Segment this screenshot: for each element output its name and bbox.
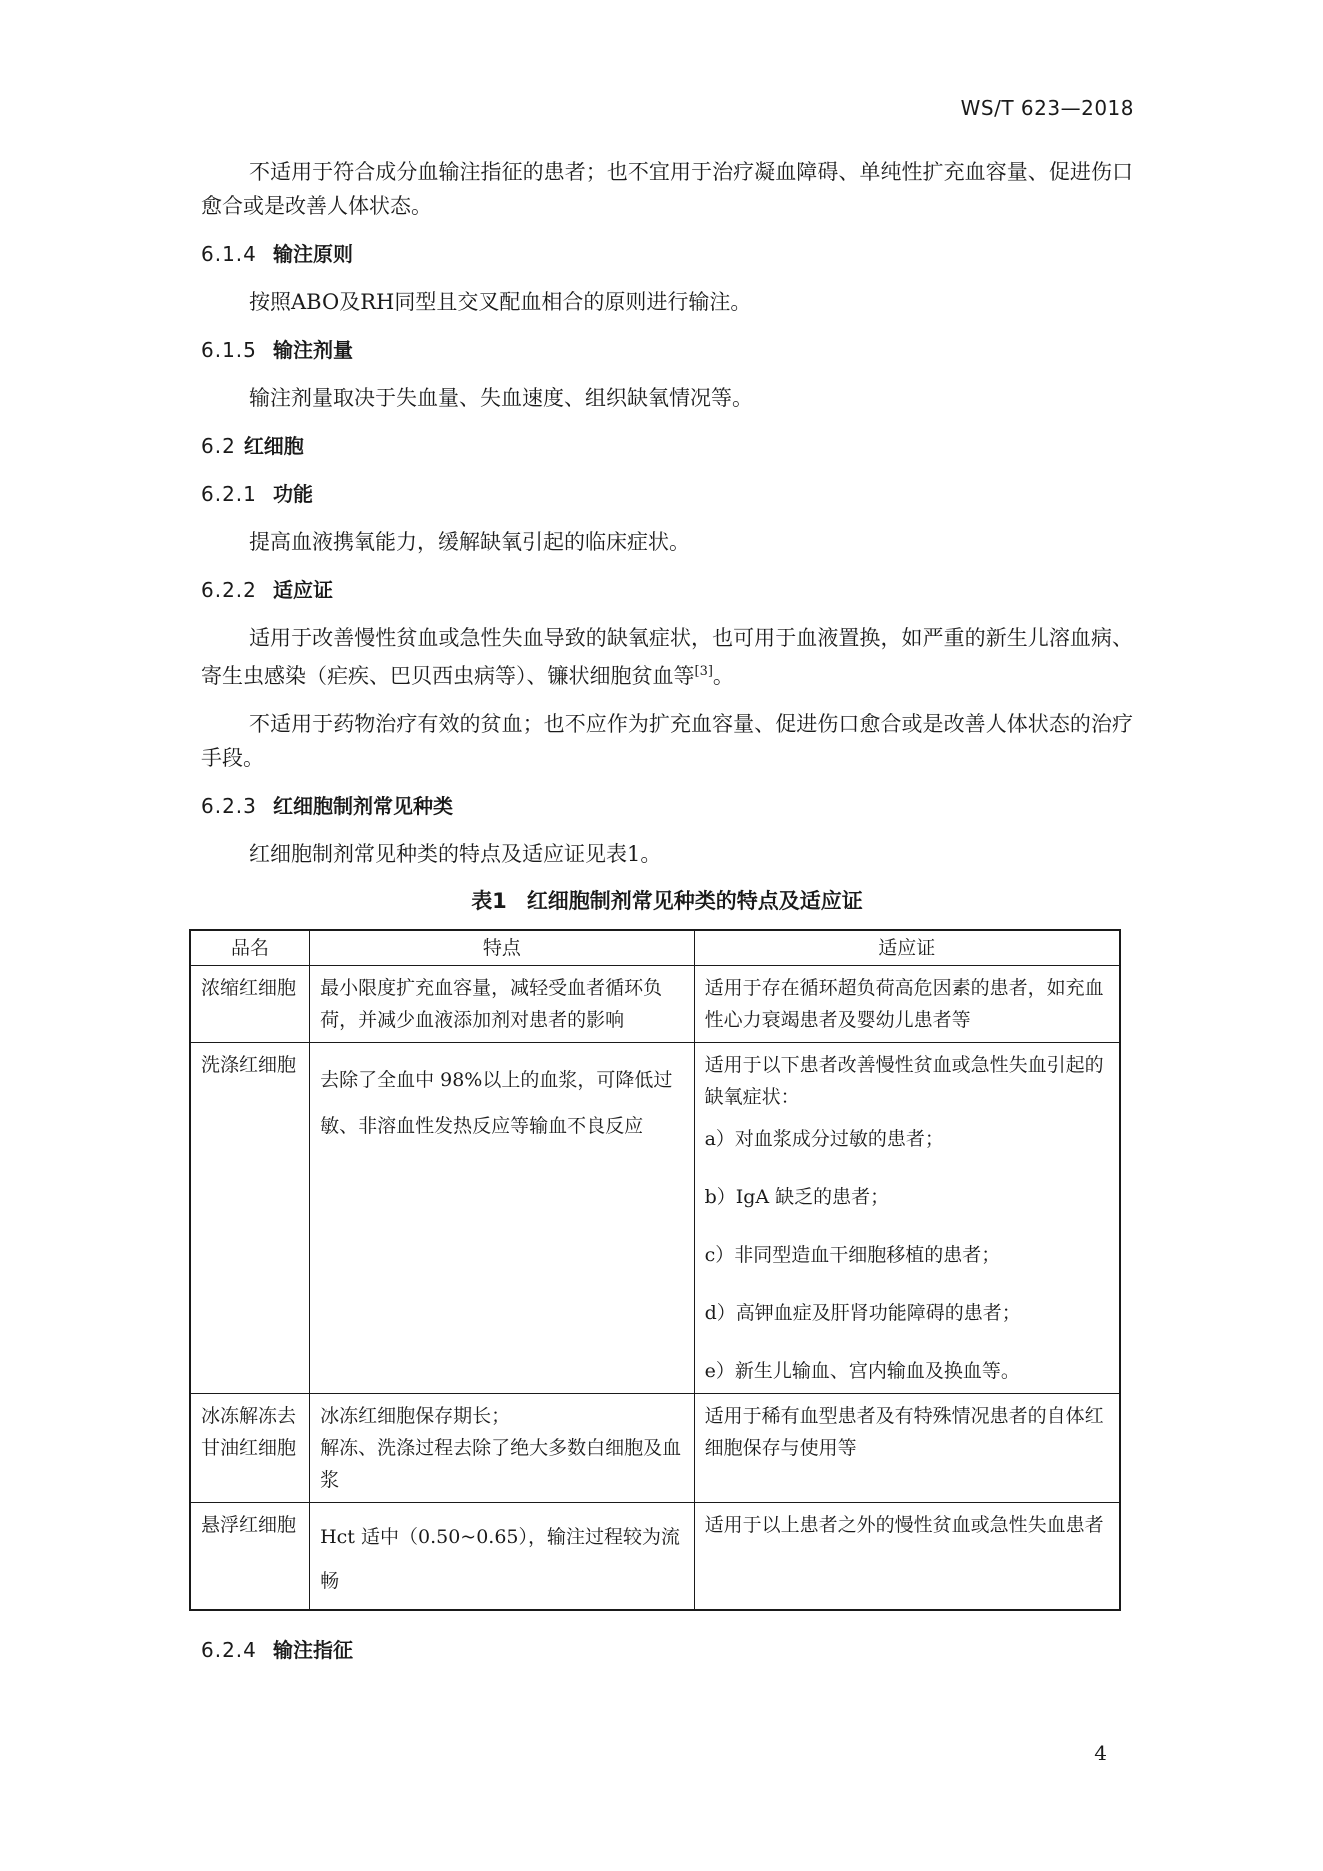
paragraph-6-2-2-indications — [201, 621, 1133, 693]
paragraph-text: 适用于改善慢性贫血或急性失血导致的缺氧症状，也可用于血液置换，如严重的新生儿溶血病、寄生虫感染（疟疾、巴贝西虫病等）、镰状细胞贫血等 — [201, 626, 1133, 688]
list-item: b）IgA 缺乏的患者； — [704, 1186, 890, 1208]
heading-number: 6.1.4 — [201, 242, 257, 266]
table-row — [190, 1043, 1120, 1394]
cell-name: 浓缩红细胞 — [190, 966, 310, 1043]
rbc-types-table — [189, 929, 1121, 1611]
cell-features — [310, 1503, 694, 1611]
table-row — [190, 966, 1120, 1043]
column-header-features: 特点 — [310, 930, 694, 966]
cell-features-text: 去除了全血中 98%以上的血浆，可降低过敏、非溶血性发热反应等输血不良反应 — [320, 1069, 673, 1137]
heading-6-1-4 — [201, 237, 1133, 271]
heading-6-2-3 — [201, 789, 1133, 823]
paragraph-6-2-2-contraindications: 不适用于药物治疗有效的贫血；也不应作为扩充血容量、促进伤口愈合或是改善人体状态的治疗手段。 — [201, 712, 1133, 770]
paragraph-not-applicable: 不适用于符合成分血输注指征的患者；也不宜用于治疗凝血障碍、单纯性扩充血容量、促进伤口愈合或是改善人体状态。 — [201, 160, 1133, 218]
heading-6-2-2 — [201, 573, 1133, 607]
standard-code-header: WS/T 623—2018 — [960, 96, 1134, 120]
cell-features — [310, 1043, 694, 1394]
list-item: a）对血浆成分过敏的患者； — [704, 1128, 944, 1150]
heading-number: 6.2.3 — [201, 794, 257, 818]
heading-6-1-5 — [201, 333, 1133, 367]
heading-number: 6.2.4 — [201, 1638, 257, 1662]
heading-title: 输注剂量 — [273, 338, 353, 362]
column-header-name: 品名 — [190, 930, 310, 966]
cell-indications: 适用于存在循环超负荷高危因素的患者，如充血性心力衰竭患者及婴幼儿患者等 — [694, 966, 1120, 1043]
heading-number: 6.2.1 — [201, 482, 257, 506]
paragraph-6-2-1: 提高血液携氧能力，缓解缺氧引起的临床症状。 — [249, 530, 690, 554]
heading-6-2-1 — [201, 477, 1133, 511]
paragraph-6-1-5: 输注剂量取决于失血量、失血速度、组织缺氧情况等。 — [249, 386, 753, 410]
cell-name: 洗涤红细胞 — [190, 1043, 310, 1394]
heading-6-2-4 — [201, 1633, 1133, 1667]
indication-list — [705, 1123, 1109, 1387]
table-header-row — [190, 930, 1120, 966]
table-row — [190, 1503, 1120, 1611]
cell-name: 冰冻解冻去甘油红细胞 — [190, 1394, 310, 1503]
table-caption-label: 表1 — [471, 889, 507, 913]
table-caption-title: 红细胞制剂常见种类的特点及适应证 — [526, 889, 863, 913]
feature-line: 解冻、洗涤过程去除了绝大多数白细胞及血浆 — [320, 1437, 682, 1491]
document-body — [201, 155, 1133, 1681]
cell-features: 最小限度扩充血容量，减轻受血者循环负荷，并减少血液添加剂对患者的影响 — [310, 966, 694, 1043]
paragraph-end: 。 — [712, 664, 734, 688]
heading-title: 输注原则 — [273, 242, 353, 266]
paragraph-6-1-4: 按照ABO及RH同型且交叉配血相合的原则进行输注。 — [249, 290, 752, 314]
heading-number: 6.1.5 — [201, 338, 257, 362]
heading-title: 输注指征 — [273, 1638, 353, 1662]
table-caption — [201, 885, 1133, 915]
heading-title: 功能 — [273, 482, 313, 506]
cell-features — [310, 1394, 694, 1503]
cell-name: 悬浮红细胞 — [190, 1503, 310, 1611]
heading-number: 6.2.2 — [201, 578, 257, 602]
heading-title: 红细胞 — [243, 434, 304, 458]
heading-number: 6.2 — [201, 434, 236, 458]
list-item: e）新生儿输血、宫内输血及换血等。 — [704, 1360, 1020, 1382]
cell-features-text: Hct 适中（0.50~0.65），输注过程较为流畅 — [320, 1526, 681, 1592]
reference-marker: [3] — [694, 664, 713, 679]
column-header-indications: 适应证 — [694, 930, 1120, 966]
heading-title: 红细胞制剂常见种类 — [273, 794, 453, 818]
table-row — [190, 1394, 1120, 1503]
list-item: c）非同型造血干细胞移植的患者； — [704, 1244, 1001, 1266]
list-item: d）高钾血症及肝肾功能障碍的患者； — [704, 1302, 1021, 1324]
heading-title: 适应证 — [273, 578, 333, 602]
feature-line: 冰冻红细胞保存期长； — [320, 1405, 511, 1427]
paragraph-6-2-3: 红细胞制剂常见种类的特点及适应证见表1。 — [249, 842, 662, 866]
page-number: 4 — [1094, 1741, 1107, 1765]
indication-intro: 适用于以下患者改善慢性贫血或急性失血引起的缺氧症状： — [704, 1054, 1104, 1108]
cell-indications: 适用于稀有血型患者及有特殊情况患者的自体红细胞保存与使用等 — [694, 1394, 1120, 1503]
cell-indications: 适用于以上患者之外的慢性贫血或急性失血患者 — [694, 1503, 1120, 1611]
heading-6-2 — [201, 429, 1133, 463]
cell-indications — [694, 1043, 1120, 1394]
